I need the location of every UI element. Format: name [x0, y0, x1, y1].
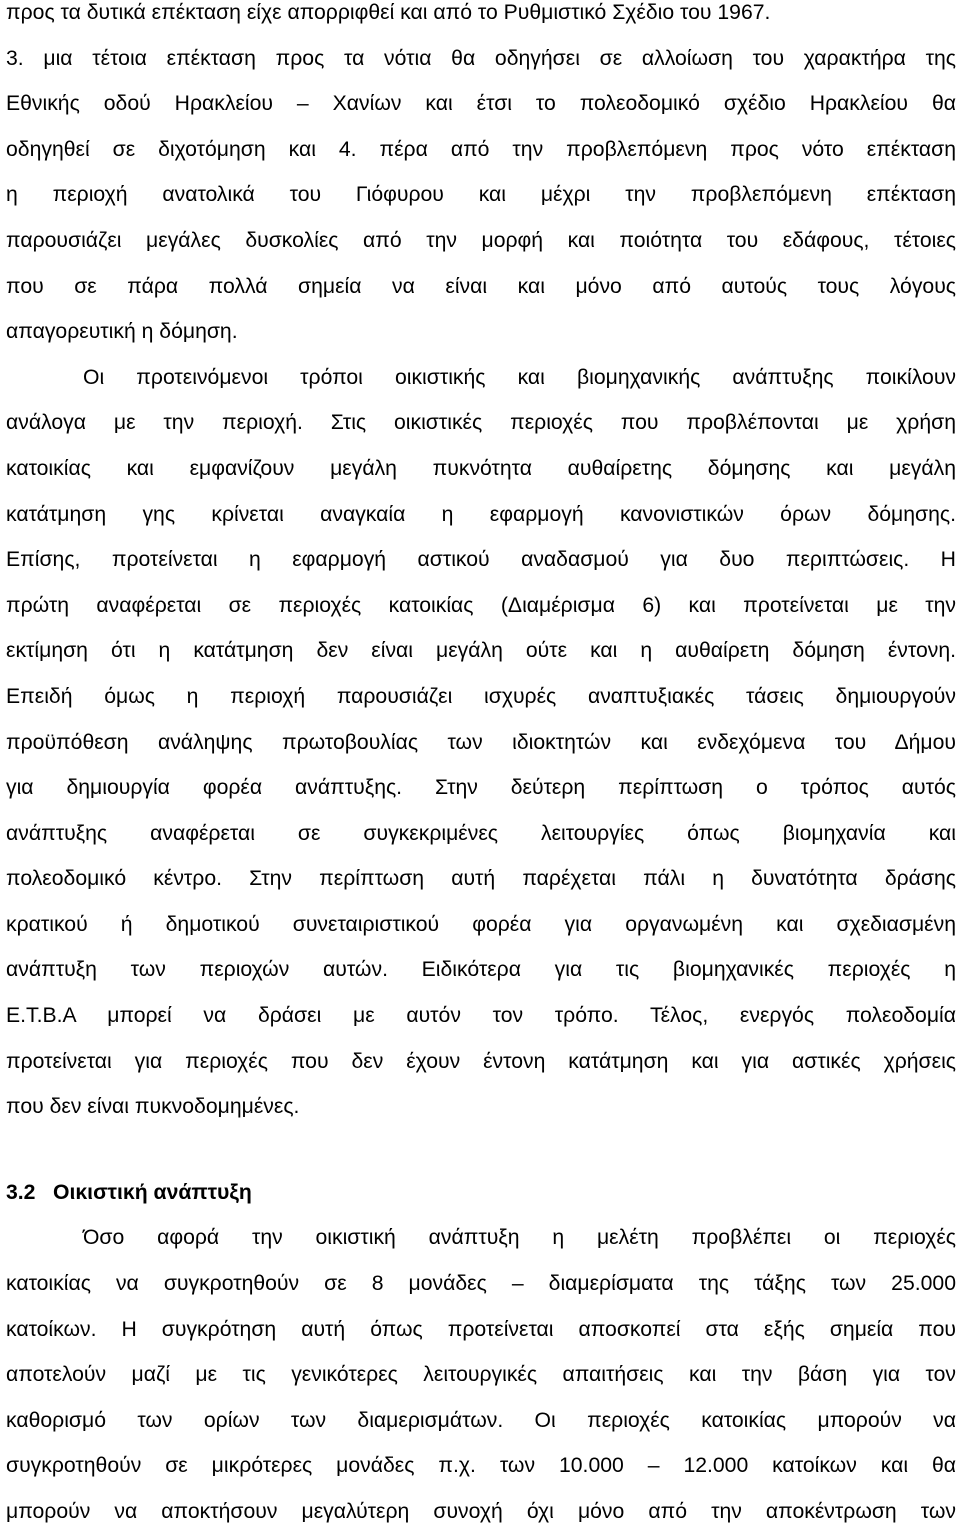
- text-line: Επίσης, προτείνεται η εφαρμογή αστικού αναδασμού για δυο περιπτώσεις. Η: [6, 548, 956, 572]
- text-line: παρουσιάζει μεγάλες δυσκολίες από την μορφή και ποιότητα του εδάφους, τέτοιες: [6, 228, 956, 252]
- text-line: ανάλογα με την περιοχή. Στις οικιστικές περιοχές που προβλέπονται με χρήση: [6, 411, 956, 435]
- text-line: που σε πάρα πολλά σημεία να είναι και μόνο από αυτούς τους λόγους: [6, 274, 956, 298]
- text-line: αποτελούν μαζί με τις γενικότερες λειτουργικές απαιτήσεις και την βάση για τον: [6, 1363, 956, 1387]
- document-page: [6, 0, 956, 1535]
- paragraph-residential-development: [6, 1215, 956, 1534]
- section-spacer: [6, 1130, 956, 1170]
- paragraph-development-methods: [6, 355, 956, 1130]
- text-line-first: Οι προτεινόμενοι τρόποι οικιστικής και βιομηχανικής ανάπτυξης ποικίλουν: [83, 365, 956, 389]
- text-line: εκτίμηση ότι η κατάτμηση δεν είναι μεγάλη ούτε και η αυθαίρετη δόμηση έντονη.: [6, 639, 956, 663]
- text-line: κατοικίας και εμφανίζουν μεγάλη πυκνότητα αυθαίρετης δόμησης και μεγάλη: [6, 456, 956, 480]
- paragraph-expansion-constraints: [6, 0, 956, 355]
- text-line: μπορούν να αποκτήσουν μεγαλύτερη συνοχή όχι μόνο από την αποκέντρωση των: [6, 1500, 956, 1523]
- text-line: ανάπτυξης αναφέρεται σε συγκεκριμένες λειτουργίες όπως βιομηχανία και: [6, 821, 956, 845]
- text-line: απαγορευτική η δόμηση.: [6, 320, 238, 344]
- text-line: προϋπόθεση ανάληψης πρωτοβουλίας των ιδιοκτητών και ενδεχόμενα του Δήμου: [6, 730, 956, 754]
- text-line: οδηγηθεί σε διχοτόμηση και 4. πέρα από την προβλεπόμενη προς νότο επέκταση: [6, 137, 956, 161]
- text-line: προς τα δυτικά επέκταση είχε απορριφθεί και από το Ρυθμιστικό Σχέδιο του 1967.: [6, 1, 771, 24]
- text-line: που δεν είναι πυκνοδομημένες.: [6, 1095, 300, 1119]
- text-line: 3. μια τέτοια επέκταση προς τα νότια θα οδηγήσει σε αλλοίωση του χαρακτήρα της: [6, 46, 956, 70]
- text-line: κατάτμηση γης κρίνεται αναγκαία η εφαρμογή κανονιστικών όρων δόμησης.: [6, 502, 956, 526]
- text-line: κρατικού ή δημοτικού συνεταιριστικού φορέα για οργανωμένη και σχεδιασμένη: [6, 912, 956, 936]
- text-line: συγκροτηθούν σε μικρότερες μονάδες π.χ. των 10.000 – 12.000 κατοίκων και θα: [6, 1454, 956, 1478]
- text-line: ανάπτυξη των περιοχών αυτών. Ειδικότερα για τις βιομηχανικές περιοχές η: [6, 958, 956, 982]
- text-line: Εθνικής οδού Ηρακλείου – Χανίων και έτσι το πολεοδομικό σχέδιο Ηρακλείου θα: [6, 92, 956, 116]
- section-heading: [6, 1170, 956, 1216]
- section-number: 3.2: [6, 1180, 36, 1204]
- text-line: πρώτη αναφέρεται σε περιοχές κατοικίας (Διαμέρισμα 6) και προτείνεται με την: [6, 593, 956, 617]
- text-line: προτείνεται για περιοχές που δεν έχουν έντονη κατάτμηση και για αστικές χρήσεις: [6, 1049, 956, 1073]
- text-line: για δημιουργία φορέα ανάπτυξης. Στην δεύτερη περίπτωση ο τρόπος αυτός: [6, 776, 956, 800]
- text-line: η περιοχή ανατολικά του Γιόφυρου και μέχρι την προβλεπόμενη επέκταση: [6, 183, 956, 207]
- text-line-first: Όσο αφορά την οικιστική ανάπτυξη η μελέτη προβλέπει οι περιοχές: [83, 1226, 956, 1250]
- text-line: καθορισμό των ορίων των διαμερισμάτων. Οι περιοχές κατοικίας μπορούν να: [6, 1408, 956, 1432]
- text-line: Ε.Τ.Β.Α μπορεί να δράσει με αυτόν τον τρόπο. Τέλος, ενεργός πολεοδομία: [6, 1004, 956, 1028]
- text-line: κατοικίας να συγκροτηθούν σε 8 μονάδες – διαμερίσματα της τάξης των 25.000: [6, 1272, 956, 1296]
- section-title: Οικιστική ανάπτυξη: [53, 1180, 252, 1204]
- text-line: Επειδή όμως η περιοχή παρουσιάζει ισχυρές αναπτυξιακές τάσεις δημιουργούν: [6, 684, 956, 708]
- text-line: κατοίκων. Η συγκρότηση αυτή όπως προτείνεται αποσκοπεί στα εξής σημεία που: [6, 1317, 956, 1341]
- text-line: πολεοδομικό κέντρο. Στην περίπτωση αυτή παρέχεται πάλι η δυνατότητα δράσης: [6, 867, 956, 891]
